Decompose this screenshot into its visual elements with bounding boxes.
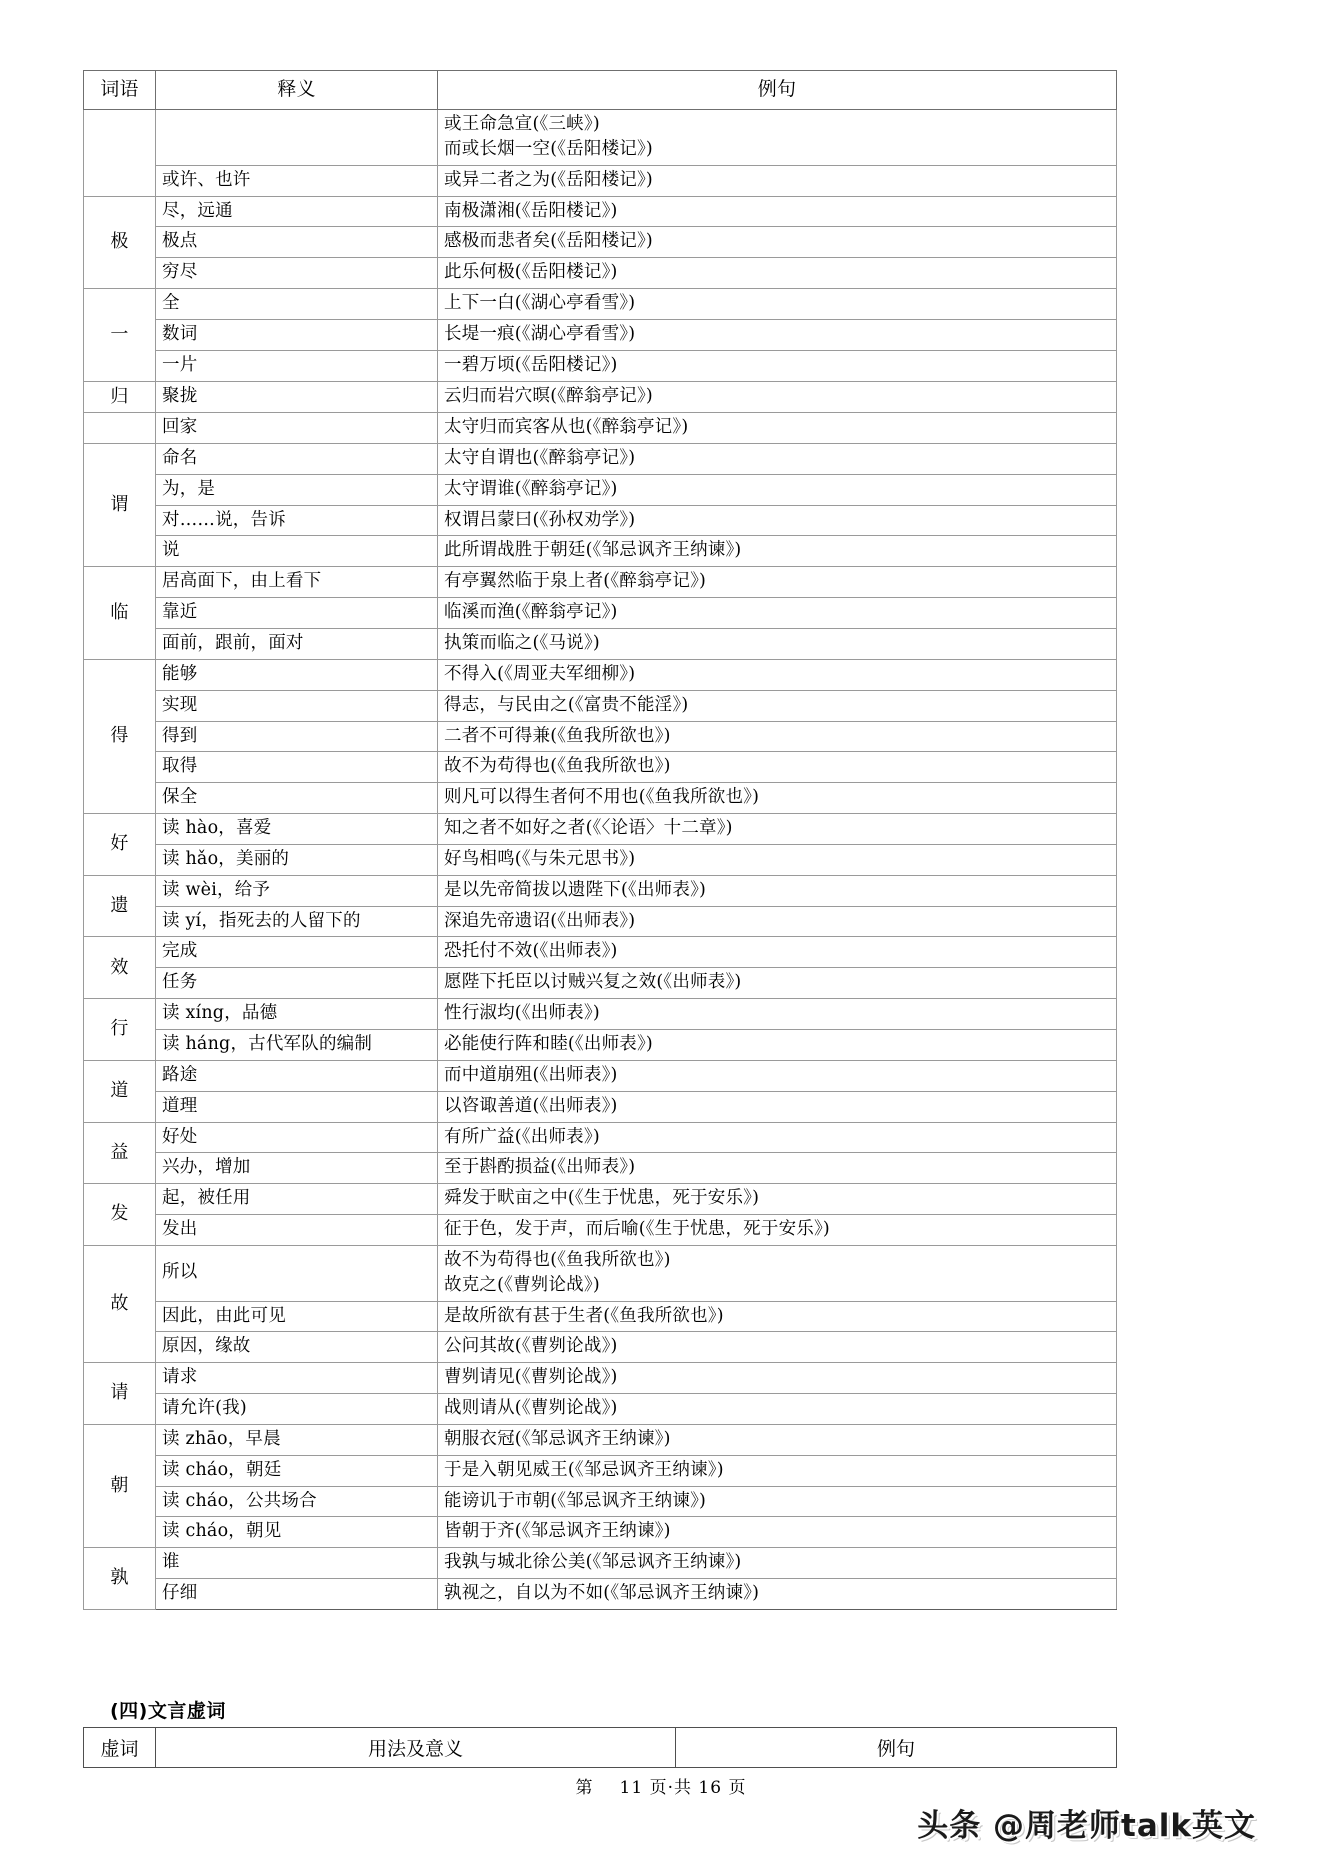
example-line: 必能使行阵和睦(《出师表》) bbox=[444, 1033, 653, 1054]
example-line: 太守归而宾客从也(《醉翁亭记》) bbox=[444, 417, 689, 438]
example-line: 于是入朝见威王(《邹忌讽齐王纳谏》) bbox=[444, 1459, 724, 1480]
table-row bbox=[84, 350, 1117, 381]
row-example-cell bbox=[438, 567, 1117, 598]
example-line: 舜发于畎亩之中(《生于忧患，死于安乐》) bbox=[444, 1188, 760, 1209]
example-line: 皆朝于齐(《邹忌讽齐王纳谏》) bbox=[444, 1521, 671, 1542]
table-row bbox=[84, 1301, 1117, 1332]
row-definition-cell: 谁 bbox=[156, 1548, 438, 1579]
row-word-cell: 效 bbox=[84, 937, 156, 999]
row-definition-cell: 路途 bbox=[156, 1060, 438, 1091]
row-example-cell bbox=[438, 505, 1117, 536]
table-row bbox=[84, 1579, 1117, 1610]
row-example-cell bbox=[438, 1245, 1117, 1301]
example-line: 好鸟相鸣(《与朱元思书》) bbox=[444, 848, 636, 869]
table-row bbox=[84, 567, 1117, 598]
row-definition-cell: 原因，缘故 bbox=[156, 1332, 438, 1363]
row-definition-cell: 居高面下，由上看下 bbox=[156, 567, 438, 598]
row-word-cell: 益 bbox=[84, 1122, 156, 1184]
table-row bbox=[84, 659, 1117, 690]
row-definition-cell: 读 háng，古代军队的编制 bbox=[156, 1029, 438, 1060]
row-example-cell bbox=[438, 1548, 1117, 1579]
page-footer bbox=[0, 1773, 1322, 1798]
table-row bbox=[84, 443, 1117, 474]
example-line: 能谤讥于市朝(《邹忌讽齐王纳谏》) bbox=[444, 1490, 707, 1511]
row-example-cell bbox=[438, 1486, 1117, 1517]
header-row bbox=[84, 71, 1117, 110]
example-line: 此乐何极(《岳阳楼记》) bbox=[444, 262, 618, 283]
row-definition-cell: 能够 bbox=[156, 659, 438, 690]
row-word-cell: 好 bbox=[84, 814, 156, 876]
row-definition-cell: 全 bbox=[156, 289, 438, 320]
row-example-cell bbox=[438, 1301, 1117, 1332]
row-example-cell bbox=[438, 1215, 1117, 1246]
row-definition-cell: 或许、也许 bbox=[156, 165, 438, 196]
table-row bbox=[84, 937, 1117, 968]
row-word-cell bbox=[84, 109, 156, 196]
row-definition-cell: 兴办，增加 bbox=[156, 1153, 438, 1184]
row-definition-cell: 读 yí，指死去的人留下的 bbox=[156, 906, 438, 937]
example-line: 此所谓战胜于朝廷(《邹忌讽齐王纳谏》) bbox=[444, 540, 742, 561]
row-definition-cell: 实现 bbox=[156, 690, 438, 721]
example-line: 不得入(《周亚夫军细柳》) bbox=[444, 663, 636, 684]
table-row bbox=[84, 536, 1117, 567]
row-definition-cell: 说 bbox=[156, 536, 438, 567]
row-example-cell bbox=[438, 1122, 1117, 1153]
example-line: 而中道崩殂(《出师表》) bbox=[444, 1064, 618, 1085]
row-word-cell: 孰 bbox=[84, 1548, 156, 1610]
example-line: 执策而临之(《马说》) bbox=[444, 633, 600, 654]
example-line: 有所广益(《出师表》) bbox=[444, 1126, 600, 1147]
example-line: 朝服衣冠(《邹忌讽齐王纳谏》) bbox=[444, 1428, 671, 1449]
row-example-cell bbox=[438, 721, 1117, 752]
table-row bbox=[84, 844, 1117, 875]
row-word-cell: 归 bbox=[84, 381, 156, 413]
row-example-cell bbox=[438, 690, 1117, 721]
row-example-cell bbox=[438, 1424, 1117, 1455]
example-line: 征于色，发于声，而后喻(《生于忧患，死于安乐》) bbox=[444, 1219, 830, 1240]
row-example-cell bbox=[438, 109, 1117, 165]
row-example-cell bbox=[438, 875, 1117, 906]
row-word-cell: 发 bbox=[84, 1184, 156, 1246]
table-row bbox=[84, 968, 1117, 999]
example-line: 二者不可得兼(《鱼我所欲也》) bbox=[444, 725, 671, 746]
table-row bbox=[84, 1332, 1117, 1363]
table-row bbox=[84, 1486, 1117, 1517]
row-word-cell: 行 bbox=[84, 999, 156, 1061]
row-definition-cell: 好处 bbox=[156, 1122, 438, 1153]
row-example-cell bbox=[438, 319, 1117, 350]
footer-suffix: 页 bbox=[728, 1778, 747, 1798]
row-word-cell: 极 bbox=[84, 196, 156, 289]
row-definition-cell: 数词 bbox=[156, 319, 438, 350]
example-line: 太守自谓也(《醉翁亭记》) bbox=[444, 447, 636, 468]
example-line: 临溪而渔(《醉翁亭记》) bbox=[444, 602, 618, 623]
row-example-cell bbox=[438, 1153, 1117, 1184]
example-line: 公问其故(《曹刿论战》) bbox=[444, 1336, 618, 1357]
row-definition-cell: 仔细 bbox=[156, 1579, 438, 1610]
row-example-cell bbox=[438, 289, 1117, 320]
header-function-word: 虚词 bbox=[84, 1728, 156, 1768]
table-row bbox=[84, 319, 1117, 350]
table-row bbox=[84, 289, 1117, 320]
example-line: 或王命急宣(《三峡》) bbox=[444, 113, 600, 134]
row-example-cell bbox=[438, 1579, 1117, 1610]
row-definition-cell: 命名 bbox=[156, 443, 438, 474]
footer-total-pages: 16 bbox=[698, 1778, 723, 1798]
table-row bbox=[84, 505, 1117, 536]
row-example-cell bbox=[438, 598, 1117, 629]
table-row bbox=[84, 1245, 1117, 1301]
table-row bbox=[84, 1029, 1117, 1060]
row-word-cell: 一 bbox=[84, 289, 156, 382]
table-row bbox=[84, 598, 1117, 629]
example-line: 南极潇湘(《岳阳楼记》) bbox=[444, 200, 618, 221]
table-row bbox=[84, 814, 1117, 845]
row-definition-cell: 道理 bbox=[156, 1091, 438, 1122]
row-word-cell: 道 bbox=[84, 1060, 156, 1122]
row-example-cell bbox=[438, 381, 1117, 413]
row-example-cell bbox=[438, 165, 1117, 196]
row-word-cell bbox=[84, 413, 156, 444]
table-row bbox=[84, 721, 1117, 752]
function-word-table bbox=[83, 1727, 1117, 1768]
header-word: 词语 bbox=[84, 71, 156, 110]
example-line: 故克之(《曹刿论战》) bbox=[444, 1274, 600, 1295]
row-example-cell bbox=[438, 968, 1117, 999]
row-definition-cell: 起，被任用 bbox=[156, 1184, 438, 1215]
row-definition-cell: 所以 bbox=[156, 1245, 438, 1301]
example-line: 有亭翼然临于泉上者(《醉翁亭记》) bbox=[444, 571, 707, 592]
function-word-table-header bbox=[84, 1728, 1117, 1768]
table-row bbox=[84, 875, 1117, 906]
example-line: 则凡可以得生者何不用也(《鱼我所欲也》) bbox=[444, 787, 760, 808]
example-line: 长堤一痕(《湖心亭看雪》) bbox=[444, 323, 636, 344]
table-row bbox=[84, 1060, 1117, 1091]
table-row bbox=[84, 381, 1117, 413]
row-definition-cell: 读 hào，喜爱 bbox=[156, 814, 438, 845]
row-word-cell: 谓 bbox=[84, 443, 156, 566]
table-row bbox=[84, 1153, 1117, 1184]
table-row bbox=[84, 413, 1117, 444]
row-definition-cell: 聚拢 bbox=[156, 381, 438, 413]
table-row bbox=[84, 752, 1117, 783]
table-row bbox=[84, 1394, 1117, 1425]
table-row bbox=[84, 629, 1117, 660]
table-row bbox=[84, 1455, 1117, 1486]
row-definition-cell: 任务 bbox=[156, 968, 438, 999]
row-definition-cell: 读 cháo，公共场合 bbox=[156, 1486, 438, 1517]
row-example-cell bbox=[438, 906, 1117, 937]
row-example-cell bbox=[438, 1332, 1117, 1363]
footer-mid: 页·共 bbox=[649, 1778, 692, 1798]
row-definition-cell: 对……说，告诉 bbox=[156, 505, 438, 536]
table-row bbox=[84, 1215, 1117, 1246]
example-line: 太守谓谁(《醉翁亭记》) bbox=[444, 478, 618, 499]
example-line: 一碧万顷(《岳阳楼记》) bbox=[444, 354, 618, 375]
table-row bbox=[84, 474, 1117, 505]
example-line: 深追先帝遗诏(《出师表》) bbox=[444, 910, 636, 931]
table-row bbox=[84, 906, 1117, 937]
table-row bbox=[84, 1184, 1117, 1215]
table-row bbox=[84, 1424, 1117, 1455]
row-definition-cell: 完成 bbox=[156, 937, 438, 968]
row-example-cell bbox=[438, 783, 1117, 814]
example-line: 曹刿请见(《曹刿论战》) bbox=[444, 1367, 618, 1388]
example-line: 知之者不如好之者(《〈论语〉十二章》) bbox=[444, 818, 733, 839]
row-definition-cell: 得到 bbox=[156, 721, 438, 752]
example-line: 战则请从(《曹刿论战》) bbox=[444, 1398, 618, 1419]
example-line: 感极而悲者矣(《岳阳楼记》) bbox=[444, 231, 653, 252]
row-example-cell bbox=[438, 844, 1117, 875]
row-word-cell: 朝 bbox=[84, 1424, 156, 1547]
example-line: 孰视之，自以为不如(《邹忌讽齐王纳谏》) bbox=[444, 1583, 760, 1604]
row-definition-cell: 穷尽 bbox=[156, 258, 438, 289]
table-row bbox=[84, 690, 1117, 721]
header-function-example: 例句 bbox=[676, 1728, 1117, 1768]
row-example-cell bbox=[438, 227, 1117, 258]
footer-prefix: 第 bbox=[575, 1778, 594, 1798]
header-example: 例句 bbox=[438, 71, 1117, 110]
row-definition-cell: 回家 bbox=[156, 413, 438, 444]
row-example-cell bbox=[438, 443, 1117, 474]
row-definition-cell: 极点 bbox=[156, 227, 438, 258]
row-example-cell bbox=[438, 1029, 1117, 1060]
row-definition-cell: 尽，远通 bbox=[156, 196, 438, 227]
row-example-cell bbox=[438, 258, 1117, 289]
table-body bbox=[84, 109, 1117, 1609]
row-example-cell bbox=[438, 937, 1117, 968]
vocabulary-table bbox=[83, 70, 1117, 1610]
row-word-cell: 遗 bbox=[84, 875, 156, 937]
row-word-cell: 得 bbox=[84, 659, 156, 813]
row-definition-cell: 读 cháo，朝廷 bbox=[156, 1455, 438, 1486]
row-example-cell bbox=[438, 1184, 1117, 1215]
example-line: 云归而岩穴暝(《醉翁亭记》) bbox=[444, 385, 653, 406]
header-usage: 用法及意义 bbox=[156, 1728, 676, 1768]
row-example-cell bbox=[438, 659, 1117, 690]
table-row bbox=[84, 999, 1117, 1030]
row-example-cell bbox=[438, 752, 1117, 783]
example-line: 性行淑均(《出师表》) bbox=[444, 1003, 600, 1024]
row-definition-cell: 取得 bbox=[156, 752, 438, 783]
row-example-cell bbox=[438, 629, 1117, 660]
row-example-cell bbox=[438, 1060, 1117, 1091]
table-row bbox=[84, 109, 1117, 165]
header-definition: 释义 bbox=[156, 71, 438, 110]
watermark: 头条 @周老师talk英文 bbox=[917, 1808, 1256, 1844]
example-line: 是以先帝简拔以遗陛下(《出师表》) bbox=[444, 879, 707, 900]
row-example-cell bbox=[438, 196, 1117, 227]
example-line: 权谓吕蒙曰(《孙权劝学》) bbox=[444, 509, 636, 530]
row-example-cell bbox=[438, 999, 1117, 1030]
row-example-cell bbox=[438, 350, 1117, 381]
row-word-cell: 故 bbox=[84, 1245, 156, 1362]
example-line: 是故所欲有甚于生者(《鱼我所欲也》) bbox=[444, 1305, 724, 1326]
row-example-cell bbox=[438, 1394, 1117, 1425]
row-definition-cell: 读 xíng，品德 bbox=[156, 999, 438, 1030]
row-definition-cell: 面前，跟前，面对 bbox=[156, 629, 438, 660]
row-definition-cell: 保全 bbox=[156, 783, 438, 814]
row-definition-cell: 读 hǎo，美丽的 bbox=[156, 844, 438, 875]
row-definition-cell: 读 zhāo，早晨 bbox=[156, 1424, 438, 1455]
example-line: 我孰与城北徐公美(《邹忌讽齐王纳谏》) bbox=[444, 1552, 742, 1573]
table-row bbox=[84, 227, 1117, 258]
row-definition-cell: 因此，由此可见 bbox=[156, 1301, 438, 1332]
row-definition-cell: 一片 bbox=[156, 350, 438, 381]
example-line: 恐托付不效(《出师表》) bbox=[444, 941, 618, 962]
table-header bbox=[84, 71, 1117, 110]
example-line: 以咨诹善道(《出师表》) bbox=[444, 1095, 618, 1116]
example-line: 上下一白(《湖心亭看雪》) bbox=[444, 293, 636, 314]
row-example-cell bbox=[438, 814, 1117, 845]
table-row bbox=[84, 1091, 1117, 1122]
example-line: 愿陛下托臣以讨贼兴复之效(《出师表》) bbox=[444, 972, 742, 993]
footer-page-number: 11 bbox=[619, 1778, 644, 1798]
example-line: 或异二者之为(《岳阳楼记》) bbox=[444, 169, 653, 190]
row-word-cell: 请 bbox=[84, 1363, 156, 1425]
table-row bbox=[84, 783, 1117, 814]
row-definition-cell: 发出 bbox=[156, 1215, 438, 1246]
row-definition-cell: 读 cháo，朝见 bbox=[156, 1517, 438, 1548]
row-example-cell bbox=[438, 1455, 1117, 1486]
example-line: 故不为苟得也(《鱼我所欲也》) bbox=[444, 1249, 671, 1270]
table-row bbox=[84, 1517, 1117, 1548]
row-definition-cell: 读 wèi，给予 bbox=[156, 875, 438, 906]
row-definition-cell: 靠近 bbox=[156, 598, 438, 629]
table-row bbox=[84, 1548, 1117, 1579]
table-row bbox=[84, 196, 1117, 227]
table-row bbox=[84, 1122, 1117, 1153]
row-example-cell bbox=[438, 474, 1117, 505]
row-word-cell: 临 bbox=[84, 567, 156, 660]
row-definition-cell: 请求 bbox=[156, 1363, 438, 1394]
example-line: 至于斟酌损益(《出师表》) bbox=[444, 1157, 636, 1178]
row-definition-cell: 为，是 bbox=[156, 474, 438, 505]
row-example-cell bbox=[438, 1363, 1117, 1394]
row-example-cell bbox=[438, 536, 1117, 567]
row-example-cell bbox=[438, 1091, 1117, 1122]
example-line: 得志，与民由之(《富贵不能淫》) bbox=[444, 694, 689, 715]
function-word-table-container bbox=[83, 1727, 1116, 1768]
example-line: 而或长烟一空(《岳阳楼记》) bbox=[444, 138, 653, 159]
table-row bbox=[84, 258, 1117, 289]
row-definition-cell: 请允许(我) bbox=[156, 1394, 438, 1425]
row-example-cell bbox=[438, 1517, 1117, 1548]
example-line: 故不为苟得也(《鱼我所欲也》) bbox=[444, 756, 671, 777]
section-heading: (四)文言虚词 bbox=[110, 1700, 226, 1722]
row-definition-cell bbox=[156, 109, 438, 165]
vocabulary-table-container bbox=[83, 70, 1116, 1610]
function-word-header-row bbox=[84, 1728, 1117, 1768]
table-row bbox=[84, 165, 1117, 196]
row-example-cell bbox=[438, 413, 1117, 444]
table-row bbox=[84, 1363, 1117, 1394]
